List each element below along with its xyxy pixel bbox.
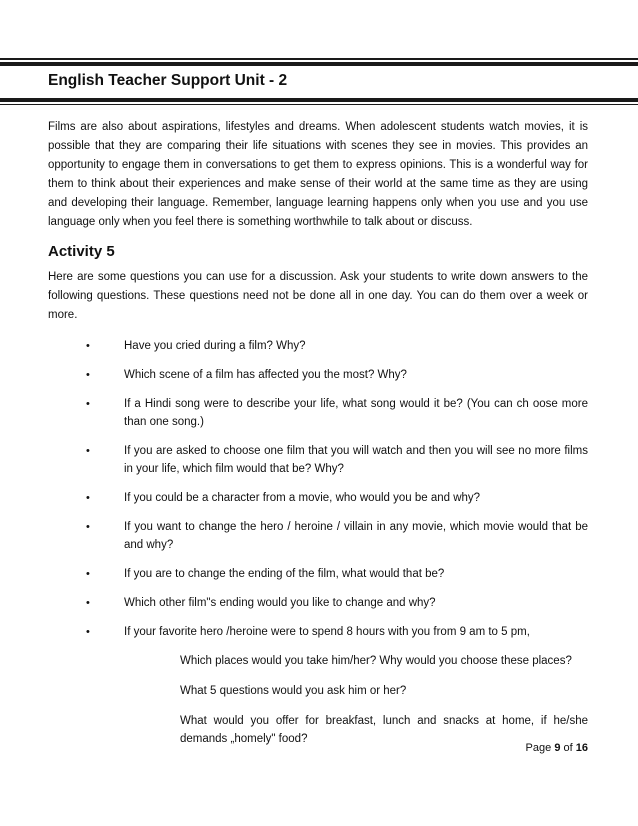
activity-heading: Activity 5 [48,243,115,260]
question-item [48,366,588,384]
bullet-icon: • [86,521,90,533]
question-text: Have you cried during a film? Why? [124,340,306,352]
bullet-icon: • [86,445,90,457]
question-item [48,337,588,355]
question-item [48,594,588,612]
question-text: If a Hindi song were to describe your life, what song would it be? (You can ch oose more than one song.) [124,398,588,428]
bullet-icon: • [86,398,90,410]
question-text: Which other film"s ending would you like to change and why? [124,597,436,609]
header-rule-top-thin [0,58,638,60]
sub-question-item: What would you offer for breakfast, lunch and snacks at home, if he/she demands „homely" food? [180,715,588,745]
sub-question-item: What 5 questions would you ask him or her? [180,685,407,697]
header-rule-top-thick [0,62,638,66]
question-item [48,623,588,641]
activity-instructions: Here are some questions you can use for a discussion. Ask your students to write down answers to the following questions. These questions need not be done all in one day. You can do them over a week or more. [48,271,588,321]
question-text: Which scene of a film has affected you the most? Why? [124,369,407,381]
bullet-icon: • [86,340,90,352]
sub-question-item: Which places would you take him/her? Why would you choose these places? [180,655,572,667]
page-content [48,118,588,760]
question-text: If you want to change the hero / heroine / villain in any movie, which movie would that be and why? [124,521,588,551]
bullet-icon: • [86,597,90,609]
header-rule-bottom-thin [0,104,638,105]
bullet-icon: • [86,626,90,638]
of-label: of [563,742,573,754]
question-list [48,337,588,641]
page-footer [48,742,588,754]
question-item [48,518,588,554]
question-text: If your favorite hero /heroine were to spend 8 hours with you from 9 am to 5 pm, [124,626,530,638]
sub-question-list [48,652,588,748]
total-pages: 16 [575,742,588,754]
question-item [48,395,588,431]
page-number: 9 [554,742,561,754]
intro-paragraph: Films are also about aspirations, lifestyles and dreams. When adolescent students watch movies, it is possible that they are comparing their life situations with scenes they see in movies. This provides an opportunity to engage them in conversations to get them to express opinions. This is a wonderful way for them to think about their experiences and make sense of their world at the same time as they are using and developing their language. Remember, language learning happens only when you use and you use language only when you feel there is something worthwhile to talk about or discuss. [48,121,588,228]
question-item [48,442,588,478]
document-title: English Teacher Support Unit - 2 [48,72,288,89]
page-label: Page [525,742,552,754]
question-text: If you are to change the ending of the film, what would that be? [124,568,445,580]
question-item [48,489,588,507]
bullet-icon: • [86,492,90,504]
question-text: If you are asked to choose one film that you will watch and then you will see no more films in your life, which film would that be? Why? [124,445,588,475]
question-item [48,565,588,583]
bullet-icon: • [86,369,90,381]
question-text: If you could be a character from a movie, who would you be and why? [124,492,481,504]
bullet-icon: • [86,568,90,580]
header-rule-bottom-thick [0,98,638,102]
